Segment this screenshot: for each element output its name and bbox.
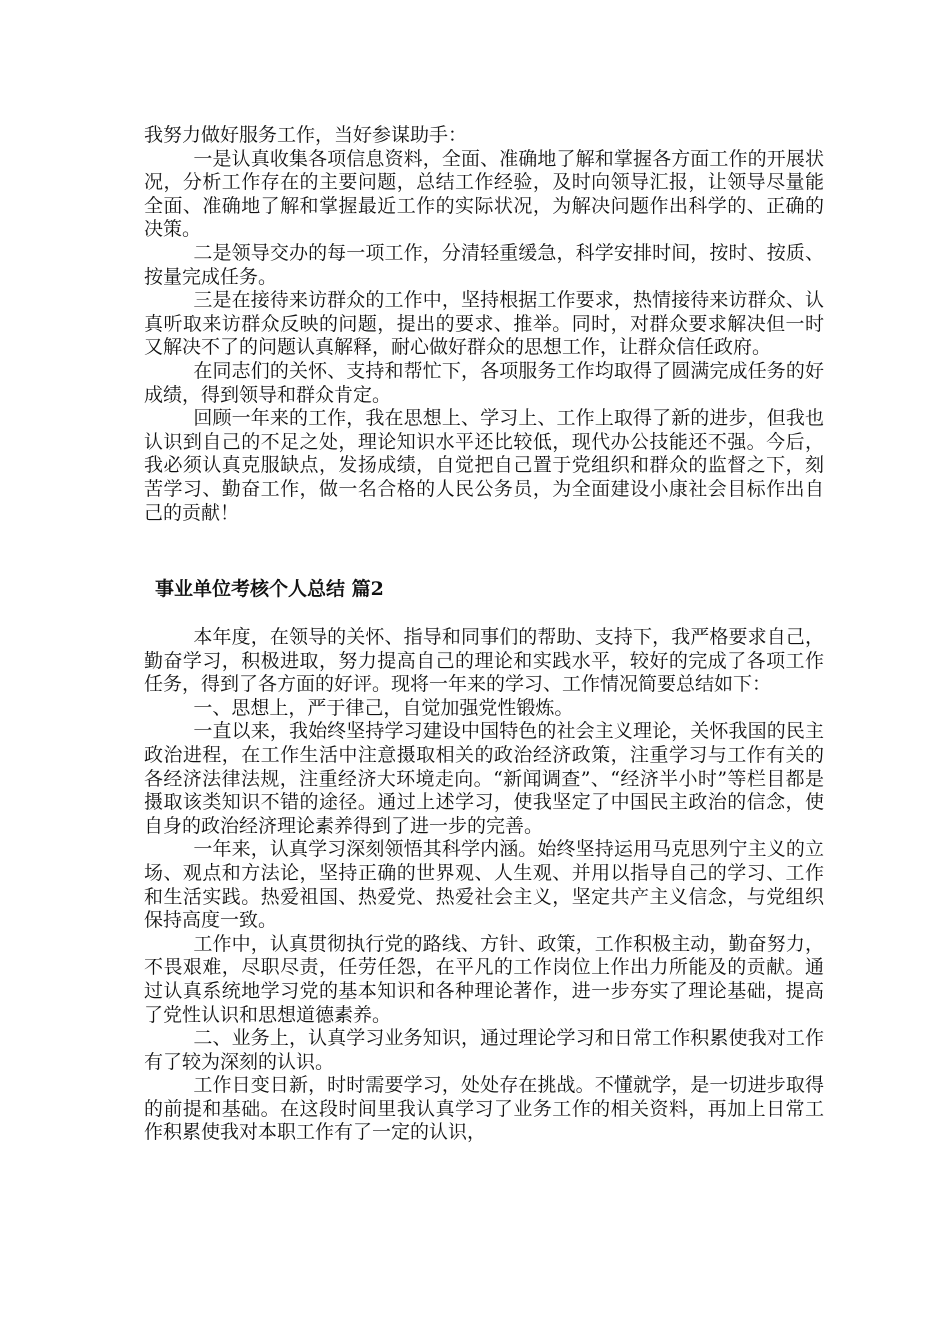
paragraph-visitor-reception: 三是在接待来访群众的工作中，坚持根据工作要求，热情接待来访群众、认真听取来访群众反映的问题，提出的要求、推举。同时，对群众要求解决但一时又解决不了的问题认真解释，耐心做好群众的思想工作，让群众信任政府。	[144, 289, 824, 359]
paragraph-achievements: 在同志们的关怀、支持和帮忙下，各项服务工作均取得了圆满完成任务的好成绩，得到领导和群众肯定。	[144, 359, 824, 406]
paragraph-ideology-heading: 一、思想上，严于律己，自觉加强党性锻炼。	[193, 696, 574, 719]
paragraph-annual-overview: 本年度，在领导的关怀、指导和同事们的帮助、支持下，我严格要求自己，勤奋学习，积极进取，努力提高自己的理论和实践水平，较好的完成了各项工作任务，得到了各方面的好评。现将一年来的学习、工作情况简要总结如下：	[144, 626, 824, 696]
summary-part-2	[144, 626, 824, 1145]
paragraph-marxism-study: 一年来，认真学习深刻领悟其科学内涵。始终坚持运用马克思列宁主义的立场、观点和方法论，坚持正确的世界观、人生观、并用以指导自己的学习、工作和生活实践。热爱祖国、热爱党、热爱社会主义，坚定共产主义信念，与党组织保持高度一致。	[144, 838, 824, 932]
paragraph-task-handling: 二是领导交办的每一项工作，分清轻重缓急，科学安排时间，按时、按质、按量完成任务。	[144, 241, 824, 288]
paragraph-information-collection: 一是认真收集各项信息资料，全面、准确地了解和掌握各方面工作的开展状况，分析工作存在的主要问题，总结工作经验，及时向领导汇报，让领导尽量能全面、准确地了解和掌握最近工作的实际状况，为解决问题作出科学的、正确的决策。	[144, 147, 824, 241]
paragraph-theory-study: 一直以来，我始终坚持学习建设中国特色的社会主义理论，关怀我国的民主政治进程，在工作生活中注意摄取相关的政治经济政策，注重学习与工作有关的各经济法律法规，注重经济大环境走向。“新闻调查”、“经济半小时”等栏目都是摄取该类知识不错的途径。通过上述学习，使我坚定了中国民主政治的信念，使自身的政治经济理论素养得到了进一步的完善。	[144, 720, 824, 837]
paragraph-work-attitude: 工作中，认真贯彻执行党的路线、方针、政策，工作积极主动，勤奋努力，不畏艰难，尽职尽责，任劳任怨，在平凡的工作岗位上作出力所能及的贡献。通过认真系统地学习党的基本知识和各种理论著作，进一步夯实了理论基础，提高了党性认识和思想道德素养。	[144, 932, 824, 1026]
paragraph-year-review: 回顾一年来的工作，我在思想上、学习上、工作上取得了新的进步，但我也认识到自己的不足之处，理论知识水平还比较低，现代办公技能还不强。今后，我必须认真克服缺点，发扬成绩，自觉把自己置于党组织和群众的监督之下，刻苦学习、勤奋工作，做一名合格的人民公务员，为全面建设小康社会目标作出自己的贡献！	[144, 407, 824, 524]
summary-part-1	[144, 124, 824, 525]
paragraph-service-intro: 我努力做好服务工作，当好参谋助手：	[144, 124, 468, 146]
paragraph-continuous-learning: 工作日变日新，时时需要学习，处处存在挑战。不懂就学，是一切进步取得的前提和基础。在这段时间里我认真学习了业务工作的相关资料，再加上日常工作积累使我对本职工作有了一定的认识，	[144, 1074, 824, 1144]
section-title: 事业单位考核个人总结 篇2	[155, 578, 384, 600]
paragraph-business-heading: 二、业务上，认真学习业务知识，通过理论学习和日常工作积累使我对工作有了较为深刻的认识。	[144, 1027, 824, 1073]
